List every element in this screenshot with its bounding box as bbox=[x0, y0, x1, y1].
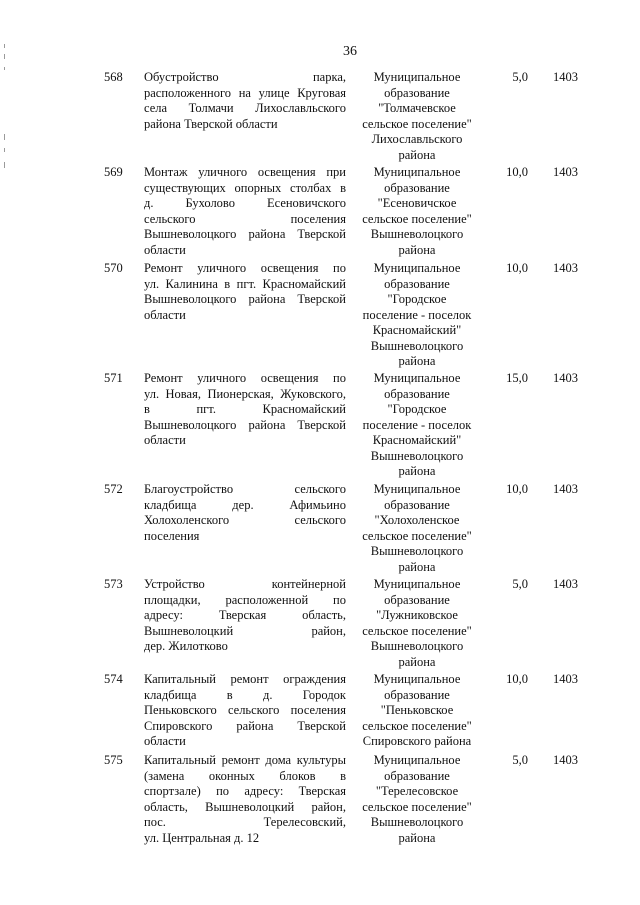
description-line: Вышневолоцкий район, bbox=[144, 623, 346, 638]
entry-recipient bbox=[352, 482, 482, 575]
entry-number: 575 bbox=[104, 753, 123, 767]
recipient-line: сельское поселение" bbox=[362, 116, 472, 131]
description-line: села Толмачи Лихославльского bbox=[144, 101, 346, 115]
description-line: расположенного на улице Круговая bbox=[144, 85, 346, 100]
description-line: области bbox=[144, 734, 186, 748]
description-line: кладбища в д. Городок bbox=[144, 687, 346, 702]
recipient-line: "Городское bbox=[387, 402, 447, 416]
recipient-line: "Терелесовское bbox=[375, 784, 459, 798]
description-line: области bbox=[144, 242, 186, 257]
description-line: ул. Калинина в пгт. Красномайский bbox=[144, 276, 346, 291]
entry-recipient bbox=[352, 672, 482, 750]
entry-amount: 15,0 bbox=[506, 371, 528, 385]
recipient-line: Вышневолоцкого bbox=[370, 639, 464, 653]
description-line: района Тверской области bbox=[144, 116, 278, 131]
recipient-line: "Городское bbox=[387, 292, 447, 306]
description-line: Пеньковского сельского поселения bbox=[144, 703, 346, 717]
entry-number: 570 bbox=[104, 261, 123, 275]
recipient-line: сельское поселение" bbox=[362, 718, 472, 733]
recipient-line: образование bbox=[384, 768, 450, 783]
entry-number: 569 bbox=[104, 165, 123, 179]
description-line: адресу: Тверская область, bbox=[144, 608, 346, 622]
description-line: площадки, расположенной по bbox=[144, 592, 346, 607]
recipient-line: "Пеньковское bbox=[380, 703, 454, 717]
description-line: Ремонт уличного освещения по bbox=[144, 261, 346, 275]
recipient-line: сельское поселение" bbox=[362, 623, 472, 638]
recipient-line: Красномайский" bbox=[372, 323, 462, 337]
recipient-line: района bbox=[398, 147, 436, 162]
entry-description bbox=[144, 482, 346, 544]
entry-description bbox=[144, 70, 346, 132]
description-line: поселения bbox=[144, 528, 200, 543]
recipient-line: образование bbox=[384, 386, 450, 401]
entry-amount: 5,0 bbox=[512, 577, 528, 591]
entry-code: 1403 bbox=[553, 371, 578, 385]
description-line: пос. Терелесовский, bbox=[144, 815, 346, 829]
description-line: д. Бухолово Есеновичского bbox=[144, 196, 346, 210]
recipient-line: сельское поселение" bbox=[362, 799, 472, 814]
recipient-line: Спировского района bbox=[362, 734, 472, 748]
description-line: существующих опорных столбах в bbox=[144, 180, 346, 195]
entry-number: 573 bbox=[104, 577, 123, 591]
description-line: Холохоленского сельского bbox=[144, 513, 346, 527]
description-line: область, Вышневолоцкий район, bbox=[144, 799, 346, 814]
entry-amount: 10,0 bbox=[506, 261, 528, 275]
entry-description bbox=[144, 577, 346, 655]
recipient-line: "Лужниковское bbox=[376, 608, 458, 622]
recipient-line: образование bbox=[384, 85, 450, 100]
entry-amount: 5,0 bbox=[512, 753, 528, 767]
recipient-line: поселение - поселок bbox=[362, 307, 472, 322]
entry-description bbox=[144, 672, 346, 750]
recipient-line: Муниципальное bbox=[373, 753, 461, 767]
recipient-line: Муниципальное bbox=[373, 672, 461, 686]
entry-recipient bbox=[352, 577, 482, 670]
page-number: 36 bbox=[343, 44, 357, 59]
recipient-line: Вышневолоцкого bbox=[370, 338, 464, 353]
description-line: кладбища дер. Афимьино bbox=[144, 497, 346, 512]
recipient-line: района bbox=[398, 830, 436, 845]
description-line: Ремонт уличного освещения по bbox=[144, 371, 346, 385]
recipient-line: сельское поселение" bbox=[362, 211, 472, 226]
entry-number: 571 bbox=[104, 371, 123, 385]
description-line: области bbox=[144, 433, 186, 447]
description-line: Вышневолоцкого района Тверской bbox=[144, 227, 346, 241]
description-line: Благоустройство сельского bbox=[144, 482, 346, 496]
description-line: ул. Новая, Пионерская, Жуковского, bbox=[144, 386, 346, 401]
entry-description bbox=[144, 753, 346, 846]
description-line: Устройство контейнерной bbox=[144, 577, 346, 591]
recipient-line: Муниципальное bbox=[373, 261, 461, 275]
entry-code: 1403 bbox=[553, 753, 578, 767]
description-line: спортзале) по адресу: Тверская bbox=[144, 784, 346, 798]
recipient-line: образование bbox=[384, 592, 450, 607]
entry-code: 1403 bbox=[553, 165, 578, 179]
recipient-line: образование bbox=[384, 687, 450, 702]
recipient-line: Вышневолоцкого bbox=[370, 815, 464, 829]
recipient-line: Красномайский" bbox=[372, 433, 462, 447]
entry-description bbox=[144, 371, 346, 449]
description-line: области bbox=[144, 307, 186, 322]
description-line: Монтаж уличного освещения при bbox=[144, 165, 346, 179]
entry-code: 1403 bbox=[553, 672, 578, 686]
description-line: Обустройство парка, bbox=[144, 70, 346, 84]
recipient-line: "Есеновичское bbox=[377, 196, 457, 210]
recipient-line: района bbox=[398, 242, 436, 257]
recipient-line: Муниципальное bbox=[373, 577, 461, 591]
recipient-line: образование bbox=[384, 497, 450, 512]
entry-amount: 10,0 bbox=[506, 165, 528, 179]
description-line: Капитальный ремонт дома культуры bbox=[144, 753, 346, 767]
description-line: сельского поселения bbox=[144, 211, 346, 226]
entry-amount: 10,0 bbox=[506, 672, 528, 686]
description-line: в пгт. Красномайский bbox=[144, 402, 346, 416]
recipient-line: района bbox=[398, 354, 436, 368]
entry-code: 1403 bbox=[553, 482, 578, 496]
entry-recipient bbox=[352, 753, 482, 846]
description-line: Спировского района Тверской bbox=[144, 718, 346, 733]
entry-recipient bbox=[352, 165, 482, 258]
recipient-line: района bbox=[398, 654, 436, 669]
recipient-line: "Толмачевское bbox=[378, 101, 456, 115]
recipient-line: образование bbox=[384, 180, 450, 195]
recipient-line: "Холохоленское bbox=[374, 513, 460, 527]
recipient-line: образование bbox=[384, 276, 450, 291]
recipient-line: района bbox=[398, 464, 436, 478]
recipient-line: сельское поселение" bbox=[362, 528, 472, 543]
entry-recipient bbox=[352, 261, 482, 370]
recipient-line: Муниципальное bbox=[373, 482, 461, 496]
entry-description bbox=[144, 165, 346, 258]
entry-code: 1403 bbox=[553, 261, 578, 275]
entry-code: 1403 bbox=[553, 70, 578, 84]
entry-description bbox=[144, 261, 346, 323]
entry-amount: 5,0 bbox=[512, 70, 528, 84]
recipient-line: Муниципальное bbox=[373, 371, 461, 385]
recipient-line: поселение - поселок bbox=[362, 417, 472, 432]
entry-code: 1403 bbox=[553, 577, 578, 591]
description-line: Вышневолоцкого района Тверской bbox=[144, 417, 346, 432]
entry-number: 572 bbox=[104, 482, 123, 496]
recipient-line: Муниципальное bbox=[373, 70, 461, 84]
recipient-line: Лихославльского bbox=[371, 132, 463, 146]
description-line: дер. Жилотково bbox=[144, 639, 228, 653]
description-line: Капитальный ремонт ограждения bbox=[144, 672, 346, 686]
recipient-line: района bbox=[398, 559, 436, 574]
entry-amount: 10,0 bbox=[506, 482, 528, 496]
description-line: (замена оконных блоков в bbox=[144, 768, 346, 783]
recipient-line: Вышневолоцкого bbox=[370, 448, 464, 463]
recipient-line: Муниципальное bbox=[373, 165, 461, 179]
recipient-line: Вышневолоцкого bbox=[370, 227, 464, 241]
entry-recipient bbox=[352, 371, 482, 480]
entry-recipient bbox=[352, 70, 482, 163]
margin-marks bbox=[4, 40, 8, 180]
entry-number: 568 bbox=[104, 70, 123, 84]
entry-number: 574 bbox=[104, 672, 123, 686]
description-line: Вышневолоцкого района Тверской bbox=[144, 292, 346, 306]
recipient-line: Вышневолоцкого bbox=[370, 544, 464, 558]
description-line: ул. Центральная д. 12 bbox=[144, 830, 260, 845]
